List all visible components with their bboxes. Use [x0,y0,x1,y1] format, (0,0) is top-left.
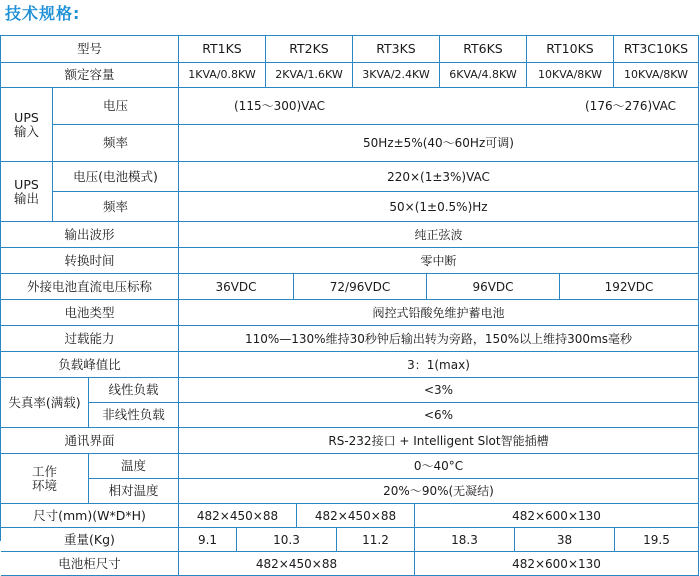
label-nonlinear-load: 非线性负载 [89,403,179,428]
humidity-value: 20%～90%(无凝结) [179,479,699,504]
capacity-cell: 1KVA/0.8KW [179,63,266,88]
weight-cell: 11.2 [337,528,415,552]
label-thd: 失真率(满载) [1,378,89,428]
weight-cell: 38 [515,528,615,552]
label-output-voltage: 电压(电池模式) [53,162,179,192]
label-input-voltage: 电压 [53,88,179,125]
weight-cell: 18.3 [415,528,515,552]
input-frequency-value: 50Hz±5%(40～60Hz可调) [179,125,699,162]
output-waveform-value: 纯正弦波 [179,222,699,248]
label-battery-cabinet-size: 电池柜尺寸 [1,552,179,576]
dimension-cell: 482×450×88 [297,504,415,528]
temperature-value: 0～40°C [179,454,699,479]
weight-cell: 9.1 [179,528,237,552]
battery-voltage-cell: 192VDC [560,274,699,300]
label-output-frequency: 频率 [53,192,179,222]
label-transfer-time: 转换时间 [1,248,179,274]
label-rated-capacity: 额定容量 [1,63,179,88]
label-input-frequency: 频率 [53,125,179,162]
comm-interface-value: RS-232接口 + Intelligent Slot智能插槽 [179,428,699,454]
weight-cell: 19.5 [615,528,699,552]
capacity-cell: 6KVA/4.8KW [440,63,527,88]
weight-cell: 10.3 [237,528,337,552]
output-voltage-value: 220×(1±3%)VAC [179,162,699,192]
label-overload: 过载能力 [1,326,179,352]
input-voltage-range-b: (176～276)VAC [585,99,676,113]
model-cell: RT6KS [440,36,527,63]
crest-factor-value: 3：1(max) [179,352,699,378]
input-voltage-value [179,88,699,125]
capacity-cell: 10KVA/8KW [614,63,699,88]
label-dimensions: 尺寸(mm)(W*D*H) [1,504,179,528]
dimension-cell: 482×450×88 [179,504,297,528]
label-temperature: 温度 [89,454,179,479]
label-linear-load: 线性负载 [89,378,179,403]
label-weight: 重量(Kg) [1,528,179,552]
label-model: 型号 [1,36,179,63]
battery-voltage-cell: 36VDC [179,274,294,300]
model-cell: RT2KS [266,36,353,63]
cabinet-size-cell: 482×600×130 [415,552,699,576]
cabinet-size-cell: 482×450×88 [179,552,415,576]
label-battery-type: 电池类型 [1,300,179,326]
transfer-time-value: 零中断 [179,248,699,274]
model-cell: RT3KS [353,36,440,63]
capacity-cell: 10KVA/8KW [527,63,614,88]
label-ups-input: UPS 输入 [1,88,53,162]
capacity-cell: 3KVA/2.4KW [353,63,440,88]
label-humidity: 相对温度 [89,479,179,504]
label-ups-output: UPS 输出 [1,162,53,222]
label-environment: 工作 环境 [1,454,89,504]
label-comm-interface: 通讯界面 [1,428,179,454]
label-crest-factor: 负载峰值比 [1,352,179,378]
thd-linear-value: <3% [179,378,699,403]
model-cell: RT10KS [527,36,614,63]
dimension-cell: 482×600×130 [415,504,699,528]
model-cell: RT1KS [179,36,266,63]
thd-nonlinear-value: <6% [179,403,699,428]
overload-value: 110%—130%维持30秒钟后输出转为旁路，150%以上维持300ms毫秒 [179,326,699,352]
spec-table [0,35,699,571]
label-ext-battery-voltage: 外接电池直流电压标称 [1,274,179,300]
model-cell: RT3C10KS [614,36,699,63]
input-voltage-range-a: (115～300)VAC [234,99,325,113]
capacity-cell: 2KVA/1.6KW [266,63,353,88]
page-title: 技术规格: [5,4,81,23]
label-output-waveform: 输出波形 [1,222,179,248]
output-frequency-value: 50×(1±0.5%)Hz [179,192,699,222]
battery-type-value: 阀控式铅酸免维护蓄电池 [179,300,699,326]
battery-voltage-cell: 96VDC [427,274,560,300]
battery-voltage-cell: 72/96VDC [294,274,427,300]
